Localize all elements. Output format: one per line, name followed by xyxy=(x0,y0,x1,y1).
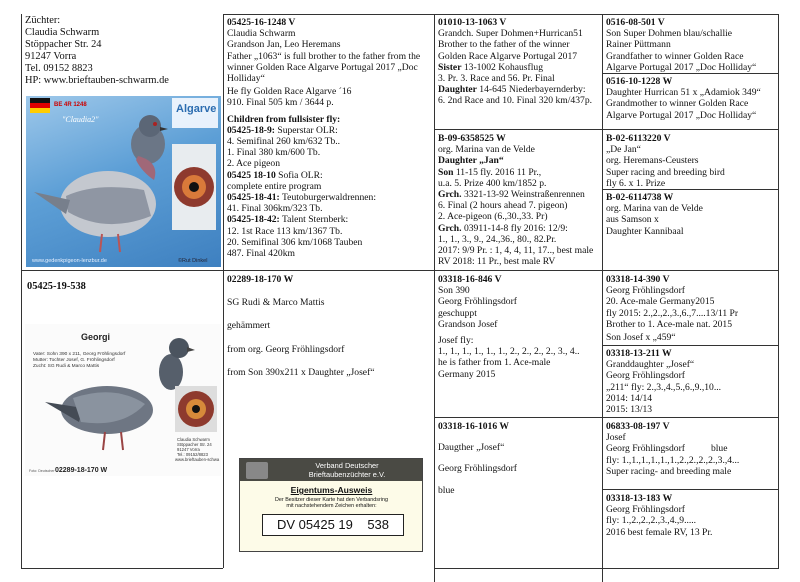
mid-divider xyxy=(21,270,779,271)
gm-line: org. Marina van de Velde xyxy=(438,144,535,156)
pigeon-beak-shape xyxy=(160,127,168,131)
ggm4-block xyxy=(603,491,778,567)
mother-line: from Son 390x211 x Daughter „Josef“ xyxy=(227,366,375,378)
ggf1-line: Son Super Dohmen blau/schallie xyxy=(606,28,733,40)
gm-ring: B-09-6358525 W xyxy=(438,133,506,144)
photo2-breeder-street: Stöppacher Str. 24 xyxy=(177,442,212,447)
pigeon2-beak-shape xyxy=(187,347,195,352)
child-4-line: 12. 1st Race 113 km/1367 Tb. xyxy=(227,225,343,237)
father-line: Grandson Jan, Leo Heremans xyxy=(227,39,341,51)
photo2-name: Georgi xyxy=(81,332,111,342)
bottom-border-left xyxy=(21,568,223,569)
ggm1-block xyxy=(603,74,778,129)
card-subtitle xyxy=(244,497,419,510)
mgf-line: Georg Fröhlingsdorf xyxy=(438,296,517,308)
child-4-ring: 05425-18-42: xyxy=(227,214,280,226)
breeder-homepage[interactable]: HP: www.brieftauben-schwarm.de xyxy=(25,75,169,86)
ggm4-ring: 03318-13-183 W xyxy=(606,493,673,504)
ggf1-ring: 0516-08-501 V xyxy=(606,17,665,28)
mgf-ring: 03318-16-846 V xyxy=(438,274,502,285)
photo2-breeder-line: Zucht: SG Rudi & Marco Mattis xyxy=(33,364,100,369)
father-line: 910. Final 505 km / 3644 p. xyxy=(227,97,334,109)
mgm-line: Georg Fröhlingsdorf xyxy=(438,463,517,475)
ggf3-block xyxy=(603,272,778,345)
child-3-line: 41. Final 306km/323 Tb. xyxy=(227,203,323,215)
father-block xyxy=(224,15,433,269)
maternal-grandfather-block xyxy=(435,272,601,416)
children-header: Children from fullsister fly: xyxy=(227,113,341,125)
child-4-line: 487. Final 420km xyxy=(227,248,295,260)
photo2-ring: 02289-18-170 W xyxy=(55,467,108,474)
outer-left-border xyxy=(21,14,22,568)
mgm-line: Daugther „Josef“ xyxy=(438,442,505,454)
father-line: Claudia Schwarm xyxy=(227,28,296,40)
ggm3-line: Granddaughter „Josef“ xyxy=(606,359,695,371)
child-1-ring: 05425-18-9: xyxy=(227,124,275,136)
ggm2-block xyxy=(603,190,778,268)
ggm1-line: Daughter Hurrican 51 x „Adamiok 349“ xyxy=(606,87,761,99)
pigeon-head-shape xyxy=(139,115,161,137)
gm-grch1-detail: 2. Ace-pigeon (6.,30.,33. Pr) xyxy=(438,211,548,223)
gf-sister-label: Sister xyxy=(438,61,462,73)
ggm3-ring: 03318-13-211 W xyxy=(606,348,672,359)
breeder-city: 91247 Vorra xyxy=(25,51,77,62)
breeder-label: Züchter: xyxy=(25,15,61,26)
father-line: Father „1063“ is full brother to the father from the winner Golden Race Algarve Portugal 2017 „Doc Holliday“ xyxy=(227,50,421,85)
dove-logo-icon xyxy=(246,462,268,479)
ggf1-line: Algarve Portugal 2017 „Doc Holliday“ xyxy=(606,61,757,73)
ggf1-line: Grandfather to winner Golden Race xyxy=(606,50,744,62)
gf-sister-detail: 3. Pr. 3. Race and 56. Pr. Final xyxy=(438,73,555,85)
ggm3-line: 2014: 14/14 xyxy=(606,392,653,404)
gm-son-label: Son xyxy=(438,166,454,178)
child-2-ring: 05425 18-10 xyxy=(227,169,276,181)
script-name-text: "Claudia2" xyxy=(62,115,99,124)
gm-grch2-detail: 2017: 9/9 Pr. : 1, 4, 4, 11, 17.., best male RV 2018: 11 Pr., best male RV xyxy=(438,245,594,268)
card-org xyxy=(274,461,420,479)
ggm2-line: Daughter Kannibaal xyxy=(606,225,684,237)
card-subtitle-line1: Der Besitzer dieser Karte hat den Verbandsring xyxy=(275,497,388,503)
gf-line: Grandch. Super Dohmen+Hurrican51 xyxy=(438,28,583,40)
child-3-title: Teutoburgerwaldrennen: xyxy=(279,192,376,204)
mgf-fly-label: Josef fly: xyxy=(438,335,474,347)
bottom-border-right xyxy=(434,568,779,569)
ggm4-line: Georg Fröhlingsdorf xyxy=(606,504,685,516)
eye-pupil xyxy=(189,182,199,192)
maternal-grandmother-block xyxy=(435,419,601,567)
mgf-line: Son 390 xyxy=(438,285,470,297)
gf-sister-line xyxy=(438,62,598,73)
child-4-title: Talent Sternberk: xyxy=(279,214,349,226)
child-1-title: Superstar OLR: xyxy=(274,124,338,136)
breeder-info xyxy=(22,13,222,97)
photo2-breeder-city: 91247 Vorra xyxy=(177,447,200,452)
eye2-pupil xyxy=(192,405,200,413)
breeder-name: Claudia Schwarm xyxy=(25,27,100,38)
photo2-mother-line: Mutter: Tochter Josef, G. Fröhlingsdorf xyxy=(33,358,115,363)
row-divider-e7 xyxy=(602,489,778,490)
photo2-breeder-web: www.brieftauben-schwa xyxy=(175,457,220,462)
child-1-line: 2. Ace pigeon xyxy=(227,158,281,170)
mother-line: SG Rudi & Marco Mattis xyxy=(227,297,325,309)
father-line: He fly Golden Race Algarve ´16 xyxy=(227,86,352,98)
ggm1-ring: 0516-10-1228 W xyxy=(606,76,673,87)
gf-line: Brother to the father of the winner xyxy=(438,39,570,51)
gm-grch2-line xyxy=(438,223,598,234)
father-ring: 05425-16-1248 V xyxy=(227,17,296,28)
ggf4-line: Super racing- and breeding male xyxy=(606,465,732,477)
ggf4-line: Josef xyxy=(606,432,626,444)
paternal-grandmother-block xyxy=(435,131,601,269)
banner-text: Algarve xyxy=(176,103,217,115)
ggf2-ring: B-02-6113220 V xyxy=(606,133,671,144)
mgf-fly-line: he is father from 1. Ace-male xyxy=(438,357,551,369)
child-1-line: 1. Final 380 km/600 Tb. xyxy=(227,147,321,159)
breeder-phone: Tel. 09152 8823 xyxy=(25,63,93,74)
ggf4-breeder-line xyxy=(606,443,775,454)
card-org-line1: Verband Deutscher xyxy=(315,461,379,470)
ggf1-block xyxy=(603,15,778,73)
ggf4-ring: 06833-08-197 V xyxy=(606,421,670,432)
pigeon2-head-shape xyxy=(169,338,189,358)
pigeon2-leg-right xyxy=(121,432,123,450)
ggf2-line: org. Heremans-Ceusters xyxy=(606,155,699,167)
gm-son-text: 11-15 fly. 2016 11 Pr., xyxy=(453,166,542,178)
child-1-header xyxy=(227,125,430,136)
ggm2-line: aus Samson x xyxy=(606,214,659,226)
gm-grch2-text: 03911-14-8 fly 2016: 12/9: xyxy=(461,222,568,234)
ggm1-line: Algarve Portugal 2017 „Doc Holliday“ xyxy=(606,109,757,121)
ggm2-line: org. Marina van de Velde xyxy=(606,203,703,215)
ggf2-line: Super racing and breeding bird xyxy=(606,166,725,178)
mother-photo xyxy=(25,324,221,476)
mother-block xyxy=(224,272,433,452)
pigeon2-neck-shape xyxy=(159,354,183,390)
gm-daughter-label: Daughter „Jan“ xyxy=(438,155,504,167)
ggf2-block xyxy=(603,131,778,189)
card-org-line2: Brieftaubenzüchter e.V. xyxy=(308,470,386,479)
ggf4-color: blue xyxy=(710,443,728,455)
gm-grch1-text: 3321-13-92 Weinstraßenrennen xyxy=(461,189,585,201)
gm-son-detail: u.a. 5. Prize 400 km/1852 p. xyxy=(438,177,547,189)
ggf4-line: fly: 1.,1.,1.,1.,1.,1.,2.,2.,2.,2.,3.,4... xyxy=(606,454,740,466)
website-text: www.gedenkpigeon-lenzbur.de xyxy=(32,258,107,264)
ring-overlay-text: BE 4R 1248 xyxy=(54,102,87,108)
ggf3-line: 20. Ace-male Germany2015 xyxy=(606,296,715,308)
child-2-line: complete entire program xyxy=(227,180,322,192)
credit-text: ©Rut Dinkel xyxy=(178,258,208,264)
ggm3-line: Georg Fröhlingsdorf xyxy=(606,370,685,382)
child-1-line: 4. Semifinal 260 km/632 Tb.. xyxy=(227,136,341,148)
pigeon-ring-number: 05425-19-538 xyxy=(27,281,86,292)
gm-grch1-detail: 6. Final (2 hours ahead 7. pigeon) xyxy=(438,200,568,212)
ggm3-line: 2015: 13/13 xyxy=(606,404,653,416)
row-divider-q1 xyxy=(434,129,779,130)
flag-gold-stripe xyxy=(30,108,50,113)
ggm4-line: fly: 1.,2.,2.,2.,3.,4.,9..... xyxy=(606,515,697,527)
ggm4-line: 2016 best female RV, 13 Pr. xyxy=(606,526,713,538)
photo2-father-line: Vater: Sohn 390 x 211, Georg Fröhlingsdorf xyxy=(33,352,126,357)
mother-photo-art xyxy=(25,324,221,476)
gf-ring: 01010-13-1063 V xyxy=(438,17,507,28)
flag-black-stripe xyxy=(30,98,50,103)
gm-grch2-detail: 1., 1., 3., 9., 24.,36., 80., 82.Pr. xyxy=(438,233,557,245)
flag-red-stripe xyxy=(30,103,50,108)
ggf3-line: fly 2015: 2.,2.,2.,3.,6.,7....13/11 Pr xyxy=(606,307,739,319)
pigeon-leg-right xyxy=(118,234,120,252)
mgf-line: geschuppt xyxy=(438,307,477,319)
gf-daughter-label: Daughter xyxy=(438,84,477,96)
pigeon-eye-shape xyxy=(153,122,157,126)
ggf3-son-line: Son Josef x „459“ xyxy=(606,332,676,344)
pigeon-leg-left xyxy=(100,234,102,252)
mgm-ring: 03318-16-1016 W xyxy=(438,421,509,432)
gf-daughter-line xyxy=(438,84,598,95)
ggf3-ring: 03318-14-390 V xyxy=(606,274,670,285)
gf-daughter-text: 14-645 Niederbayernderby: xyxy=(476,84,586,96)
child-3-header xyxy=(227,192,430,203)
ggf2-line: fly 6. x 1. Prize xyxy=(606,177,666,189)
gm-grch1-line xyxy=(438,189,598,200)
child-4-header xyxy=(227,214,430,225)
mgf-fly-line: 1., 1., 1., 1., 1., 1., 2., 2., 2., 2., 3., 4.. xyxy=(438,346,580,358)
gm-grch1-label: Grch. xyxy=(438,189,462,201)
ggf4-block xyxy=(603,419,778,489)
mother-ring: 02289-18-170 W xyxy=(227,274,294,285)
mgf-fly-line: Germany 2015 xyxy=(438,368,496,380)
ownership-card xyxy=(239,458,423,552)
photo2-small-label: Foto: Deutscher xyxy=(29,469,55,473)
card-title: Eigentums-Ausweis xyxy=(290,485,373,495)
ggf4-breeder: Georg Fröhlingsdorf xyxy=(606,443,685,455)
ggf3-line: Georg Fröhlingsdorf xyxy=(606,285,685,297)
mgf-line: Grandson Josef xyxy=(438,318,498,330)
photo2-breeder-name: Claudia Schwarm xyxy=(177,437,210,442)
ggf1-line: Rainer Püttmann xyxy=(606,39,671,51)
breeder-street: Stöppacher Str. 24 xyxy=(25,39,102,50)
gm-grch2-label: Grch. xyxy=(438,222,462,234)
pigeon2-leg-left xyxy=(103,432,105,450)
outer-right-border xyxy=(778,14,779,568)
mgm-line: blue xyxy=(438,484,455,496)
mother-line: from org. Georg Fröhlingsdorf xyxy=(227,343,345,355)
ggm2-ring: B-02-6114738 W xyxy=(606,192,674,203)
gf-daughter-detail: 6. 2nd Race and 10. Final 320 km/437p. xyxy=(438,95,593,107)
card-subtitle-line2: mit nachstehendem Zeichen erhalten: xyxy=(286,503,377,510)
gm-son-line xyxy=(438,167,598,178)
gf-line: Golden Race Algarve Portugal 2017 xyxy=(438,50,578,62)
ggm3-block xyxy=(603,346,778,418)
ggm3-line: „211“ fly: 2.,3.,4.,5.,6.,9.,10... xyxy=(606,381,722,393)
paternal-grandfather-block xyxy=(435,15,601,128)
ggm1-line: Grandmother to winner Golden Race xyxy=(606,98,749,110)
child-2-title: Sofia OLR: xyxy=(275,169,323,181)
photo2-breeder-phone: Tel.: 09152/8823 xyxy=(177,452,208,457)
ggf2-line: „De Jan“ xyxy=(606,144,641,156)
mother-line: gehämmert xyxy=(227,320,271,332)
father-photo xyxy=(26,96,221,267)
card-ring-number: DV 05425 19 538 xyxy=(262,514,404,536)
gf-sister-text: 13-1002 Kohausflug xyxy=(461,61,543,73)
child-3-ring: 05425-18-41: xyxy=(227,192,280,204)
ggf3-line: Brother to 1. Ace-male nat. 2015 xyxy=(606,318,733,330)
father-photo-art xyxy=(26,96,221,267)
child-2-header xyxy=(227,170,430,181)
child-4-line: 20. Semifinal 306 km/1068 Tauben xyxy=(227,236,363,248)
